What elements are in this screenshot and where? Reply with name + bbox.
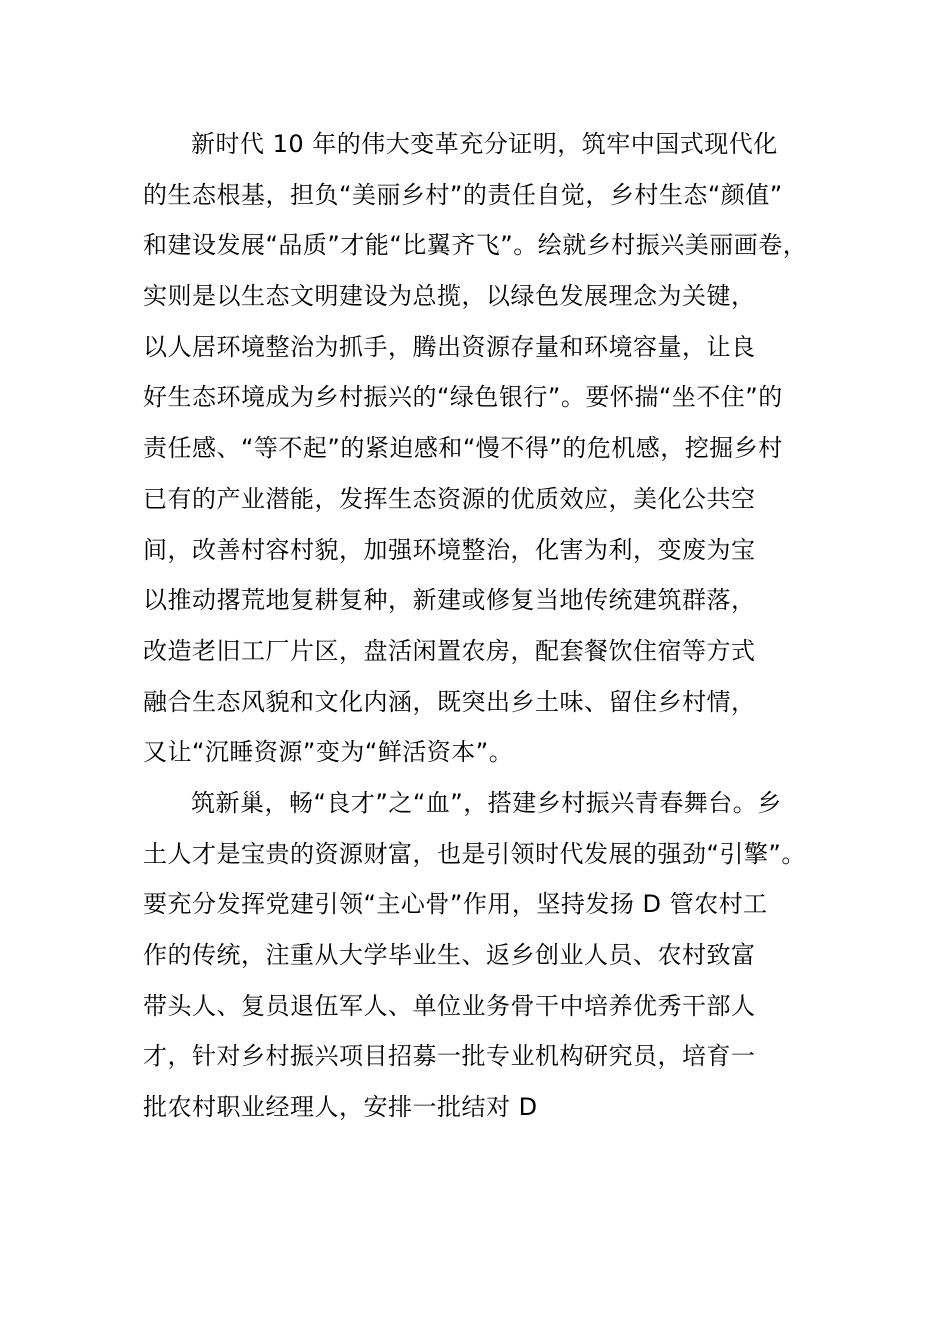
paragraph-2-line-5: 带头人、复员退伍军人、单位业务骨干中培养优秀干部人 [143,991,756,1020]
paragraph-2-line-6: 才，针对乡村振兴项目招募一批专业机构研究员，培育一 [143,1042,756,1071]
paragraph-2-line-3: 要充分发挥党建引领“主心骨”作用，坚持发扬 D 管农村工 [143,890,768,919]
paragraph-1-line-1: 新时代 10 年的伟大变革充分证明，筑牢中国式现代化 [191,130,778,158]
paragraph-1-line-10: 以推动撂荒地复耕复种，新建或修复当地传统建筑群落， [143,586,756,615]
paragraph-2-line-1: 筑新巢，畅“良才”之“血”，搭建乡村振兴青春舞台。乡 [191,788,782,817]
paragraph-1-line-2: 的生态根基，担负“美丽乡村”的责任自觉，乡村生态“颜值” [143,180,783,209]
paragraph-1-line-9: 间，改善村容村貌，加强环境整治，化害为利，变废为宝 [143,535,756,564]
paragraph-1-line-5: 以人居环境整治为抓手，腾出资源存量和环境容量，让良 [143,332,756,361]
paragraph-2-line-2: 土人才是宝贵的资源财富，也是引领时代发展的强劲“引擎”。 [143,839,806,868]
paragraph-1-line-8: 已有的产业潜能，发挥生态资源的优质效应，美化公共空 [143,484,756,513]
paragraph-1-line-3: 和建设发展“品质”才能“比翼齐飞”。绘就乡村振兴美丽画卷， [143,231,808,260]
paragraph-2-line-7: 批农村职业经理人，安排一批结对 D [143,1093,538,1122]
paragraph-2-line-4: 作的传统，注重从大学毕业生、返乡创业人员、农村致富 [143,941,756,969]
document-body [143,119,843,1133]
paragraph-1-line-4: 实则是以生态文明建设为总揽，以绿色发展理念为关键， [143,282,756,311]
paragraph-1-line-7: 责任感、“等不起”的紧迫感和“慢不得”的危机感，挖掘乡村 [143,434,783,463]
paragraph-1-line-12: 融合生态风貌和文化内涵，既突出乡土味、留住乡村情， [143,687,756,716]
paragraph-1-line-13: 又让“沉睡资源”变为“鲜活资本”。 [143,738,514,767]
paragraph-1-line-11: 改造老旧工厂片区，盘活闲置农房，配套餐饮住宿等方式 [143,636,756,665]
paragraph-1-line-6: 好生态环境成为乡村振兴的“绿色银行”。要怀揣“坐不住”的 [143,383,783,412]
